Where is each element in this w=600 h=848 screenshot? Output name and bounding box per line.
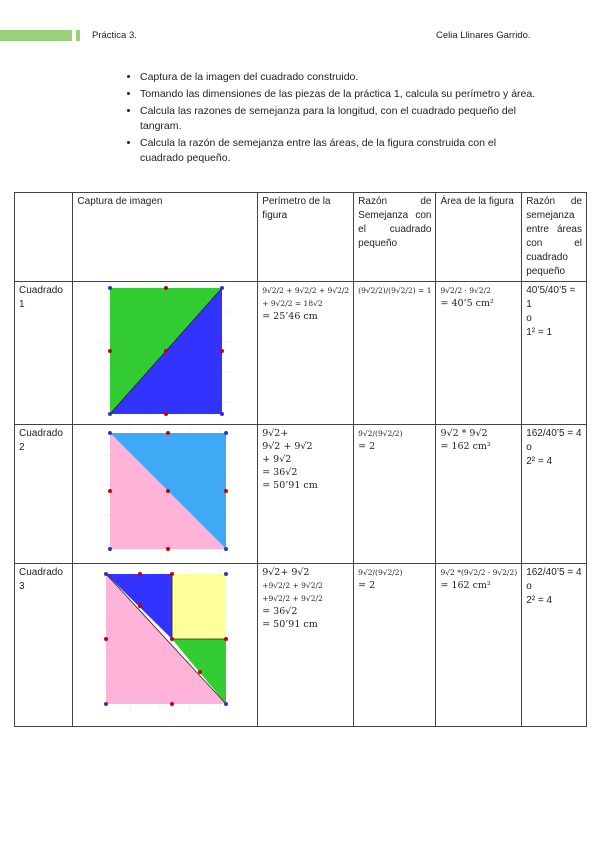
area-ratio-line: o: [526, 313, 532, 324]
ratio-line: = 2: [358, 441, 376, 452]
perimeter-line: 9√2+: [262, 428, 289, 439]
instruction-item: • Captura de la imagen del cuadrado construido.: [140, 70, 540, 85]
header-accent-bar: [0, 30, 72, 41]
perimeter-line: + 9√2: [262, 454, 292, 465]
header-cell: Área de la figura: [436, 193, 522, 282]
area-ratio-cell: [522, 425, 587, 564]
area-ratio-line: 1² = 1: [526, 327, 553, 338]
figure-cell: [73, 425, 258, 564]
area-cell: [436, 282, 522, 425]
area-line: = 40’5 cm²: [440, 298, 494, 309]
area-line: = 162 cm²: [440, 441, 491, 452]
perimeter-cell: [258, 282, 354, 425]
perimeter-line: = 50’91 cm: [262, 619, 318, 630]
figure-cell: [73, 564, 258, 727]
area-line: 9√2 *(9√2/2 · 9√2/2): [440, 568, 518, 577]
header-cell: Captura de imagen: [73, 193, 258, 282]
area-cell: [436, 425, 522, 564]
ratio-cell: [354, 282, 436, 425]
instructions-list: [122, 70, 540, 168]
perimeter-cell: [258, 425, 354, 564]
perimeter-line: +9√2/2 + 9√2/2: [262, 594, 323, 603]
area-ratio-line: o: [526, 581, 532, 592]
header-cell: [15, 193, 73, 282]
area-line: 9√2 * 9√2: [440, 428, 488, 439]
area-line: 9√2/2 · 9√2/2: [440, 286, 491, 295]
square-3-figure: [90, 564, 240, 714]
area-line: = 162 cm²: [440, 580, 491, 591]
instruction-item: • Tomando las dimensiones de las piezas de la práctica 1, calcula su perímetro y área.: [140, 87, 540, 102]
header-cell: Perímetro de la figura: [258, 193, 354, 282]
ratio-cell: [354, 564, 436, 727]
area-ratio-line: o: [526, 442, 532, 453]
perimeter-line: 9√2/2 + 9√2/2 + 9√2/2: [262, 286, 350, 295]
area-ratio-cell: [522, 564, 587, 727]
header-title: Práctica 3.: [92, 30, 137, 41]
ratio-cell: [354, 425, 436, 564]
area-ratio-line: 2² = 4: [526, 456, 553, 467]
perimeter-line: 9√2+ 9√2: [262, 567, 310, 578]
area-ratio-line: 40’5/40’5 = 1: [526, 285, 576, 310]
header-accent-bar-small: [76, 30, 80, 41]
perimeter-line: = 36√2: [262, 467, 298, 478]
table-row: [15, 425, 587, 564]
square-1-figure: [90, 282, 240, 420]
row-label: Cuadrado 1: [15, 282, 73, 425]
ratio-line: 9√2/(9√2/2): [358, 568, 403, 577]
perimeter-line: = 25’46 cm: [262, 311, 318, 322]
area-ratio-cell: [522, 282, 587, 425]
ratio-line: = 2: [358, 580, 376, 591]
row-label: Cuadrado 3: [15, 564, 73, 727]
perimeter-line: +9√2/2 + 9√2/2: [262, 581, 323, 590]
ratio-line: 9√2/(9√2/2): [358, 429, 403, 438]
table-row: [15, 282, 587, 425]
perimeter-line: = 50’91 cm: [262, 480, 318, 491]
instruction-item: • Calcula la razón de semejanza entre las áreas, de la figura construida con el cuadrado pequeño.: [140, 136, 540, 166]
area-ratio-line: 162/40’5 = 4: [526, 428, 582, 439]
yellow-square: [172, 574, 226, 639]
square-2-figure: [90, 425, 240, 559]
perimeter-line: = 36√2: [262, 606, 298, 617]
table-header-row: [15, 193, 587, 282]
area-ratio-line: 162/40’5 = 4: [526, 567, 582, 578]
results-table: [14, 192, 587, 727]
area-ratio-line: 2² = 4: [526, 595, 553, 606]
perimeter-line: + 9√2/2 = 18√2: [262, 299, 323, 308]
header-cell: Razón de Semejanza con el cuadrado pequeño: [354, 193, 436, 282]
row-label: Cuadrado 2: [15, 425, 73, 564]
instruction-item: • Calcula las razones de semejanza para la longitud, con el cuadrado pequeño del tangram.: [140, 104, 540, 134]
table-row: [15, 564, 587, 727]
figure-cell: [73, 282, 258, 425]
header-cell: Razón de semejanza entre áreas con el cuadrado pequeño: [522, 193, 587, 282]
ratio-line: (9√2/2)/(9√2/2) = 1: [358, 286, 432, 295]
perimeter-line: 9√2 + 9√2: [262, 441, 313, 452]
area-cell: [436, 564, 522, 727]
header-author: Celia Llinares Garrido.: [436, 30, 531, 41]
perimeter-cell: [258, 564, 354, 727]
